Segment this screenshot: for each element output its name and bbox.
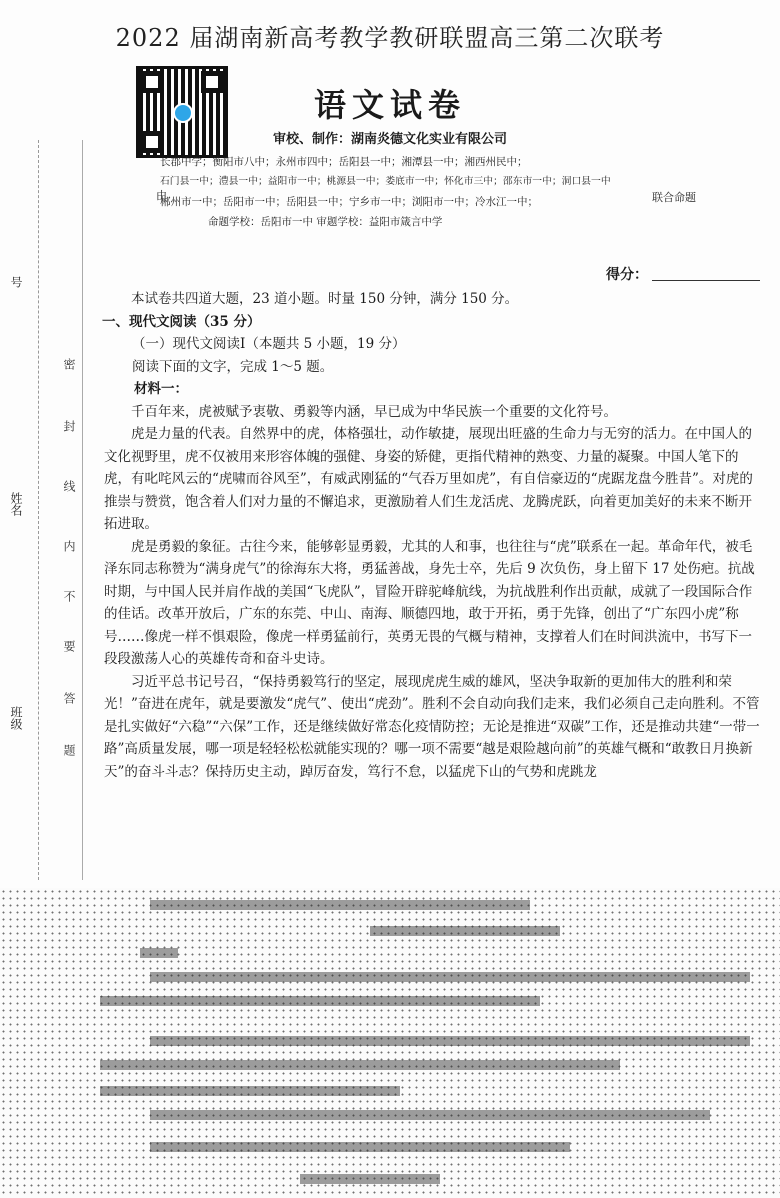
binding-seal-char: 密 (62, 358, 76, 370)
intro-text: 本试卷共四道大题，23 道小题。时量 150 分钟，满分 150 分。 (131, 291, 519, 307)
binding-label-number: 号 (9, 276, 23, 288)
schools-line: 长郡中学；衡阳市八中；永州市四中；岳阳县一中；湘潭县一中；湘西州民中； (160, 156, 528, 168)
joint-label: 联合命题 (652, 191, 696, 204)
material-label: 材料一： (134, 381, 188, 397)
obscured-line (100, 996, 540, 1006)
obscured-line (150, 1142, 570, 1152)
obscured-line (300, 1174, 440, 1184)
schools-line: 郴州市一中；岳阳市一中；岳阳县一中；宁乡市一中；浏阳市一中；冷水江一中； (160, 196, 538, 208)
score-label: 得分： (606, 267, 648, 283)
schools-block (156, 152, 696, 232)
schools-lead: 由 (156, 189, 167, 202)
paragraph: 千百年来，虎被赋予衷敬、勇毅等内涵，早已成为中华民族一个重要的文化符号。 (131, 403, 617, 420)
binding-label-name: 姓名 (9, 492, 23, 516)
score-blank[interactable] (652, 280, 760, 281)
producer-line: 审校、制作：湖南炎德文化实业有限公司 (272, 132, 507, 147)
header-exam-title: 2022 届湖南新高考教学教研联盟高三第二次联考 (115, 24, 665, 52)
binding-seal-char: 答 (62, 692, 76, 704)
paragraph: 习近平总书记号召，“保持勇毅笃行的坚定，展现虎虎生威的雄风，坚决争取新的更加伟大的胜利和荣光！”奋进在虎年，就是要激发“虎气”、使出“虎劲”。胜利不会自动向我们走来，我们必须自己走向胜利。不管是扎实做好“六稳”“六保”工作，还是继续做好常态化疫情防控；无论是推进“双碳”工作，还是推动共建“一带一路”高质量发展，哪一项是轻轻松松就能实现的？哪一项不需要“越是艰险越向前”的英雄气概和“敢教日月换新天”的奋斗斗志？保持历史主动，踔厉奋发，笃行不怠，以猛虎下山的气势和虎跳龙 (104, 673, 760, 780)
binding-seal-char: 封 (62, 420, 76, 432)
exam-body (104, 288, 764, 783)
paragraph: 虎是力量的代表。自然界中的虎，体格强壮，动作敏捷，展现出旺盛的生命力与无穷的活力。在中国人的文化视野里，虎不仅被用来形容体魄的强健、身姿的矫健，更指代精神的熟变、力量的凝聚。中国人笔下的虎，有叱咤风云的“虎啸而谷风至”，有威武刚猛的“气吞万里如虎”，有自信豪迈的“虎踞龙盘今胜昔”。对虎的推崇与赞赏，饱含着人们对力量的不懈追求，更激励着人们生龙活虎、龙腾虎跃，向着更加美好的未来不断开拓进取。 (104, 426, 753, 532)
instruction-text: 阅读下面的文字，完成 1～5 题。 (132, 358, 334, 375)
obscured-line (150, 900, 530, 910)
obscured-line (140, 948, 178, 958)
binding-seal-char: 题 (62, 744, 76, 756)
binding-seal-char: 线 (62, 480, 76, 492)
obscured-line (150, 972, 750, 982)
binding-seal-char: 内 (62, 540, 76, 552)
paper-title: 语文试卷 (313, 86, 466, 124)
binding-dashed-line (38, 140, 39, 880)
binding-label-class: 班级 (9, 706, 23, 730)
schools-line: 石门县一中；澧县一中；益阳市一中；桃源县一中；娄底市一中；怀化市三中；邵东市一中；洞口县一中 (160, 176, 611, 187)
subsection-heading: （一）现代文阅读Ⅰ（本题共 5 小题，19 分） (132, 336, 406, 352)
section-heading: 一、现代文阅读（35 分） (102, 313, 261, 330)
schools-line: 命题学校：岳阳市一中 审题学校：益阳市箴言中学 (208, 216, 443, 228)
binding-seal-char: 不 (62, 590, 76, 602)
obscured-line (100, 1086, 400, 1096)
paragraph: 虎是勇毅的象征。古往今来，能够彰显勇毅，尤其的人和事，也往往与“虎”联系在一起。革命年代，被毛泽东同志称赞为“满身虎气”的徐海东大将，勇猛善战，身先士卒，先后 9 次负伤，身上留下 17 处伤疤。抗战时期，与中国人民并肩作战的美国“飞虎队”，冒险开辟驼峰航线，为抗战胜利作出贡献，成就了一段国际合作的佳话。改革开放后，广东的东莞、中山、南海、顺德四地，敢于开拓，勇于先锋，创出了“广东四小虎”称号……像虎一样不惧艰险，像虎一样勇猛前行，英勇无畏的气概与精神，支撑着人们在时间洪流中，书写下一段段激荡人心的英雄传奇和奋斗史诗。 (104, 538, 755, 667)
obscured-region (0, 888, 780, 1198)
obscured-line (150, 1110, 710, 1120)
binding-solid-line (82, 140, 83, 880)
obscured-line (150, 1036, 750, 1046)
obscured-line (100, 1060, 620, 1070)
obscured-line (370, 926, 560, 936)
binding-seal-char: 要 (62, 640, 76, 652)
